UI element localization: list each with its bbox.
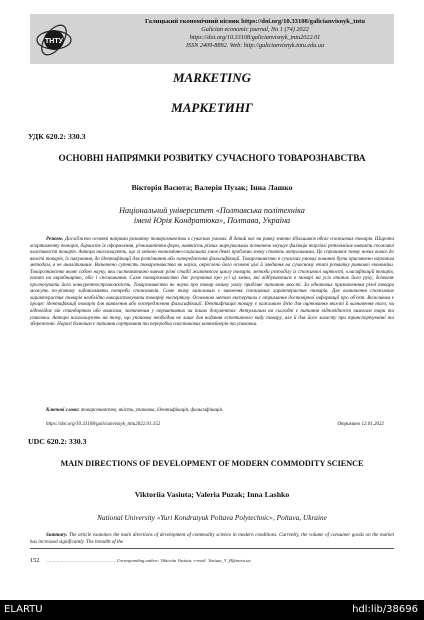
abstract-text: Досліджено основні напрями розвитку товарознавства в сучасних умовах. В даний час на ринку значно збільшився обсяг споживчих товарів. Широта асортименту товарів, барвисте їх оформлення, різноманіття форм, наявність різних маркувальних позначень змушує фахівців торгівлі ретельніше вивчати споживчі властивості товарів. Автори наголошують, що зі зміною економічно-соціальних умов деякі проблеми знову стають актуальними. Це спричинює появу нових вимог до якості товарів, їх пакування, до ідентифікації для розпізнання або попередження фальсифікації. Товарознавство в сучасних умовах повинно бути присвячено науковим методам, а не аналітичним. Визначено сутність товарознавства як науки, окреслено його основні цілі й завдання на сучасному етапі розвитку ринкової економіки. Товарознавство являє собою науку, яка систематично вивчає різні стадії життєвого циклу товарів, методи розподілу їх споживчої вартості, класифікацій товарів, попит на виробництво, обіг і споживання. Саме товарознавство дає розуміння про усі ці зміни, які відбуваються в товарі на усіх етапах його руху, дозволяє прогнозувати його конкурентоспроможність. Товарознавство як наука про товар велику увагу приділяє питанню якості. За однакових призначенням різні товари можуть по-різному задовольняти потреби споживачів. Саме тому важливим є вивчення споживчих характеристик товарів. Для визначення споживчих характеристик товарів необхідно використовувати товарну експертизу. Основною метою експертизи є отримання достовірної інформації про об'єкт. Важливим є процес ідентифікації товарів для виявлення або попередження фальсифікації. Ідентифікація товару є важливою дією для оцінювання якості й визначення того, чи відповідає він стандартам або вимогам, зазначеним у нормативних чи інших документах. Актуальним на сьогодні є питання відповідності вимогам тари та упаковки. Автори наголошують на тому, що упаковка необхідна не лише для надання естетичного виду товару, але й для його захисту при транспортуванні та збереженні. Наразі болючим є питання сортування та переробки пластикових контейнерів та упаковки. (30, 236, 394, 328)
keywords-ua (46, 407, 394, 414)
udk-code: УДК 620.2: 330.3 (28, 132, 86, 141)
authors-ua: Вікторія Васюта; Валерія Пузак; Інна Лашко (131, 183, 293, 192)
article-doi-link[interactable]: https://doi.org/10.33108/galicianvisnyk_tntu2022.01.152 (46, 422, 161, 427)
summary-en (30, 532, 394, 545)
journal-issn: ISSN 2409-8892. Web: http://galicianvisnyk.tntu.edu.ua (185, 41, 325, 49)
summary-text: The article examines the main directions of development of commodity science in modern conditions. Currently, the volume of consumer goods on the market has increased significantly. The breadth of the (30, 532, 394, 545)
received-date: Отримано 12.01.2022 (337, 422, 384, 427)
article-title-ua: ОСНОВНІ НАПРЯМКИ РОЗВИТКУ СУЧАСНОГО ТОВАРОЗНАВСТВА (58, 153, 366, 163)
section-heading-ua: МАРКЕТИНГ (171, 100, 253, 115)
journal-doi: https://doi.org/10.33108/galicianvisnyk_tntu2022.01 (189, 33, 321, 41)
udc-code: UDC 620.2: 330.3 (28, 437, 87, 446)
journal-name: Галицький економічний вісник https://doi.org/10.33108/galicianvisnyk_tntu (145, 18, 365, 25)
section-heading-en: MARKETING (172, 70, 252, 85)
keywords-text: товарознавство, якість, упаковка, ідентифікація, фальсифікація. (80, 407, 224, 413)
abstract-label: Резюме. (46, 236, 64, 242)
keywords-label: Ключові слова: (46, 407, 80, 413)
tntu-logo-icon (36, 22, 72, 58)
summary-label: Summary. (46, 532, 68, 538)
affiliation-en: National University «Yuri Kondratyuk Poltava Polytechnic», Poltava, Ukraine (97, 513, 327, 522)
corresponding-author: …………………………………………… Corresponding author: Viktoriia Vasiuta; e-mail: Vasiuta_V_B@meta.ua (46, 558, 251, 563)
affiliation-ua-line1: Національний університет «Полтавська політехніка (119, 206, 305, 215)
footer-divider (30, 548, 394, 549)
journal-issue: Galician economic journal, No 1 (74) 2022 (201, 25, 309, 33)
repository-bar (0, 600, 424, 620)
repository-name: ELARTU (4, 604, 43, 615)
page-number: 152 (30, 557, 40, 564)
article-title-en: MAIN DIRECTIONS OF DEVELOPMENT OF MODERN COMMODITY SCIENCE (60, 459, 364, 468)
svg-text:ТНТУ: ТНТУ (45, 38, 63, 45)
journal-header (30, 14, 394, 64)
handle-id[interactable]: hdl:lib/38696 (352, 604, 418, 615)
abstract-ua (30, 236, 394, 328)
journal-info (120, 18, 390, 50)
affiliation-ua-line2: імені Юрія Кондратюка», Полтава, Україна (133, 216, 291, 225)
affiliation-ua (40, 206, 384, 226)
authors-en: Viktoriia Vasiuta; Valeria Puzak; Inna Lashko (134, 490, 290, 499)
